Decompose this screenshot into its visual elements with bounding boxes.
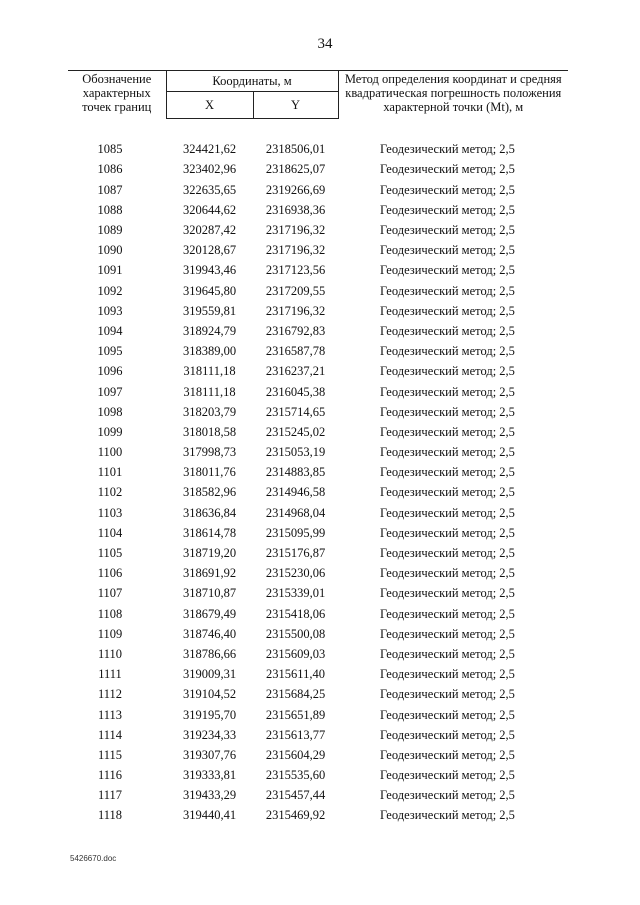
method-cell: Геодезический метод; 2,5 (380, 626, 515, 641)
x-coordinate-cell: 319195,70 (182, 707, 237, 722)
method-cell: Геодезический метод; 2,5 (380, 808, 515, 823)
x-coordinate-cell: 318582,96 (182, 485, 237, 500)
method-cell: Геодезический метод; 2,5 (380, 384, 515, 399)
method-cell: Геодезический метод; 2,5 (380, 162, 515, 177)
table-row (68, 482, 568, 502)
point-id-cell: 1108 (97, 606, 123, 621)
point-id-cell: 1095 (97, 344, 123, 359)
method-cell: Геодезический метод; 2,5 (380, 424, 515, 439)
x-coordinate-cell: 318746,40 (182, 626, 237, 641)
table-row (68, 523, 568, 543)
point-id-cell: 1094 (97, 323, 123, 338)
y-coordinate-cell: 2315651,89 (265, 707, 326, 722)
x-coordinate-cell: 323402,96 (182, 162, 237, 177)
table-row (68, 563, 568, 583)
x-coordinate-cell: 319333,81 (182, 768, 237, 783)
table-row (68, 422, 568, 442)
table-row (68, 684, 568, 704)
method-cell: Геодезический метод; 2,5 (380, 344, 515, 359)
method-cell: Геодезический метод; 2,5 (380, 586, 515, 601)
method-cell: Геодезический метод; 2,5 (380, 747, 515, 762)
method-cell: Геодезический метод; 2,5 (380, 788, 515, 803)
table-row (68, 260, 568, 280)
point-id-cell: 1089 (97, 223, 123, 238)
x-coordinate-cell: 318691,92 (182, 566, 237, 581)
y-coordinate-cell: 2317196,32 (265, 243, 326, 258)
table-row (68, 301, 568, 321)
x-coordinate-cell: 318011,76 (183, 465, 236, 480)
x-coordinate-cell: 318710,87 (182, 586, 237, 601)
point-id-cell: 1113 (97, 707, 123, 722)
x-coordinate-cell: 320128,67 (182, 243, 237, 258)
x-coordinate-cell: 319559,81 (182, 303, 237, 318)
table-row (68, 361, 568, 381)
y-coordinate-cell: 2315339,01 (265, 586, 326, 601)
method-cell: Геодезический метод; 2,5 (380, 202, 515, 217)
method-cell: Геодезический метод; 2,5 (380, 546, 515, 561)
method-cell: Геодезический метод; 2,5 (380, 727, 515, 742)
table-row (68, 321, 568, 341)
method-cell: Геодезический метод; 2,5 (380, 142, 515, 157)
table-header (68, 71, 568, 119)
point-id-cell: 1096 (97, 364, 123, 379)
point-id-cell: 1114 (97, 727, 123, 742)
table-row (68, 604, 568, 624)
y-coordinate-cell: 2315609,03 (265, 646, 326, 661)
document-filename: 5426670.doc (70, 854, 117, 863)
table-row (68, 664, 568, 684)
x-coordinate-cell: 318786,66 (182, 646, 237, 661)
header-coordinates: Координаты, м (166, 71, 338, 92)
y-coordinate-cell: 2315469,92 (265, 808, 326, 823)
table-row (68, 644, 568, 664)
x-coordinate-cell: 322635,65 (182, 182, 237, 197)
y-coordinate-cell: 2315245,02 (265, 424, 326, 439)
y-coordinate-cell: 2316587,78 (265, 344, 326, 359)
page-number: 34 (317, 36, 333, 52)
method-cell: Геодезический метод; 2,5 (380, 263, 515, 278)
x-coordinate-cell: 317998,73 (182, 445, 237, 460)
method-cell: Геодезический метод; 2,5 (380, 364, 515, 379)
method-cell: Геодезический метод; 2,5 (380, 404, 515, 419)
header-y: Y (253, 92, 338, 119)
method-cell: Геодезический метод; 2,5 (380, 646, 515, 661)
x-coordinate-cell: 319234,33 (182, 727, 237, 742)
point-id-cell: 1110 (97, 646, 123, 661)
table-row (68, 543, 568, 563)
point-id-cell: 1116 (97, 768, 123, 783)
y-coordinate-cell: 2318506,01 (265, 142, 326, 157)
table-row (68, 402, 568, 422)
point-id-cell: 1118 (97, 808, 123, 823)
y-coordinate-cell: 2315611,40 (266, 667, 325, 682)
method-cell: Геодезический метод; 2,5 (380, 768, 515, 783)
point-id-cell: 1091 (97, 263, 123, 278)
table-row (68, 442, 568, 462)
point-id-cell: 1087 (97, 182, 123, 197)
point-id-cell: 1085 (97, 142, 123, 157)
table-row (68, 745, 568, 765)
x-coordinate-cell: 318719,20 (182, 546, 237, 561)
table-row (68, 200, 568, 220)
x-coordinate-cell: 318111,18 (183, 364, 236, 379)
method-cell: Геодезический метод; 2,5 (380, 505, 515, 520)
x-coordinate-cell: 318111,18 (183, 384, 236, 399)
method-cell: Геодезический метод; 2,5 (380, 323, 515, 338)
table-row (68, 805, 568, 825)
y-coordinate-cell: 2315535,60 (265, 768, 326, 783)
point-id-cell: 1109 (97, 626, 123, 641)
point-id-cell: 1107 (97, 586, 123, 601)
method-cell: Геодезический метод; 2,5 (380, 525, 515, 540)
table-row (68, 785, 568, 805)
x-coordinate-cell: 318389,00 (182, 344, 237, 359)
table-row (68, 462, 568, 482)
table-row (68, 725, 568, 745)
table-row (68, 765, 568, 785)
table-row (68, 704, 568, 724)
x-coordinate-cell: 319307,76 (182, 747, 237, 762)
y-coordinate-cell: 2314946,58 (265, 485, 326, 500)
method-cell: Геодезический метод; 2,5 (380, 223, 515, 238)
x-coordinate-cell: 319104,52 (182, 687, 237, 702)
y-coordinate-cell: 2318625,07 (265, 162, 326, 177)
point-id-cell: 1101 (97, 465, 123, 480)
y-coordinate-cell: 2315230,06 (265, 566, 326, 581)
point-id-cell: 1106 (97, 566, 123, 581)
y-coordinate-cell: 2315714,65 (265, 404, 326, 419)
x-coordinate-cell: 324421,62 (182, 142, 237, 157)
x-coordinate-cell: 319009,31 (182, 667, 237, 682)
method-cell: Геодезический метод; 2,5 (380, 667, 515, 682)
table-row (68, 180, 568, 200)
point-id-cell: 1103 (97, 505, 123, 520)
y-coordinate-cell: 2314968,04 (265, 505, 326, 520)
y-coordinate-cell: 2316045,38 (265, 384, 326, 399)
point-id-cell: 1098 (97, 404, 123, 419)
y-coordinate-cell: 2317209,55 (265, 283, 326, 298)
method-cell: Геодезический метод; 2,5 (380, 485, 515, 500)
y-coordinate-cell: 2315095,99 (265, 525, 326, 540)
point-id-cell: 1111 (98, 667, 122, 682)
x-coordinate-cell: 318924,79 (182, 323, 237, 338)
y-coordinate-cell: 2315500,08 (265, 626, 326, 641)
table-row (68, 240, 568, 260)
table-row (68, 503, 568, 523)
x-coordinate-cell: 319943,46 (182, 263, 237, 278)
method-cell: Геодезический метод; 2,5 (380, 303, 515, 318)
table-row (68, 583, 568, 603)
header-method: Метод определения координат и средняя квадратическая погрешность положения характерной точки (Mt), м (338, 71, 568, 119)
x-coordinate-cell: 320287,42 (182, 223, 237, 238)
point-id-cell: 1097 (97, 384, 123, 399)
y-coordinate-cell: 2315604,29 (265, 747, 326, 762)
table-row (68, 381, 568, 401)
y-coordinate-cell: 2316792,83 (265, 323, 326, 338)
y-coordinate-cell: 2315176,87 (265, 546, 326, 561)
point-id-cell: 1104 (97, 525, 123, 540)
table-body (68, 119, 568, 826)
point-id-cell: 1100 (97, 445, 123, 460)
table-row (68, 159, 568, 179)
x-coordinate-cell: 318614,78 (182, 525, 237, 540)
y-coordinate-cell: 2314883,85 (265, 465, 326, 480)
point-id-cell: 1093 (97, 303, 123, 318)
x-coordinate-cell: 320644,62 (182, 202, 237, 217)
point-id-cell: 1117 (97, 788, 123, 803)
point-id-cell: 1105 (97, 546, 123, 561)
point-id-cell: 1115 (97, 747, 123, 762)
table-row (68, 220, 568, 240)
x-coordinate-cell: 318018,58 (182, 424, 237, 439)
x-coordinate-cell: 319433,29 (182, 788, 237, 803)
x-coordinate-cell: 318636,84 (182, 505, 237, 520)
x-coordinate-cell: 319440,41 (182, 808, 237, 823)
y-coordinate-cell: 2315684,25 (265, 687, 326, 702)
method-cell: Геодезический метод; 2,5 (380, 182, 515, 197)
point-id-cell: 1086 (97, 162, 123, 177)
x-coordinate-cell: 319645,80 (182, 283, 237, 298)
point-id-cell: 1088 (97, 202, 123, 217)
table-row (68, 139, 568, 159)
y-coordinate-cell: 2317196,32 (265, 303, 326, 318)
y-coordinate-cell: 2315613,77 (265, 727, 326, 742)
y-coordinate-cell: 2317123,56 (265, 263, 326, 278)
y-coordinate-cell: 2316237,21 (265, 364, 326, 379)
method-cell: Геодезический метод; 2,5 (380, 687, 515, 702)
header-x: X (166, 92, 253, 119)
y-coordinate-cell: 2316938,36 (265, 202, 326, 217)
method-cell: Геодезический метод; 2,5 (380, 445, 515, 460)
method-cell: Геодезический метод; 2,5 (380, 606, 515, 621)
x-coordinate-cell: 318679,49 (182, 606, 237, 621)
method-cell: Геодезический метод; 2,5 (380, 566, 515, 581)
point-id-cell: 1090 (97, 243, 123, 258)
table-row (68, 624, 568, 644)
method-cell: Геодезический метод; 2,5 (380, 465, 515, 480)
method-cell: Геодезический метод; 2,5 (380, 243, 515, 258)
method-cell: Геодезический метод; 2,5 (380, 707, 515, 722)
point-id-cell: 1112 (97, 687, 123, 702)
y-coordinate-cell: 2315457,44 (265, 788, 326, 803)
y-coordinate-cell: 2319266,69 (265, 182, 326, 197)
point-id-cell: 1099 (97, 424, 123, 439)
header-spacer (68, 119, 568, 140)
x-coordinate-cell: 318203,79 (182, 404, 237, 419)
y-coordinate-cell: 2315418,06 (265, 606, 326, 621)
table-row (68, 281, 568, 301)
coordinates-table (68, 70, 568, 826)
method-cell: Геодезический метод; 2,5 (380, 283, 515, 298)
point-id-cell: 1102 (97, 485, 123, 500)
point-id-cell: 1092 (97, 283, 123, 298)
header-point-designation: Обозначение характерных точек границ (68, 71, 166, 119)
table-row (68, 341, 568, 361)
y-coordinate-cell: 2317196,32 (265, 223, 326, 238)
y-coordinate-cell: 2315053,19 (265, 445, 326, 460)
